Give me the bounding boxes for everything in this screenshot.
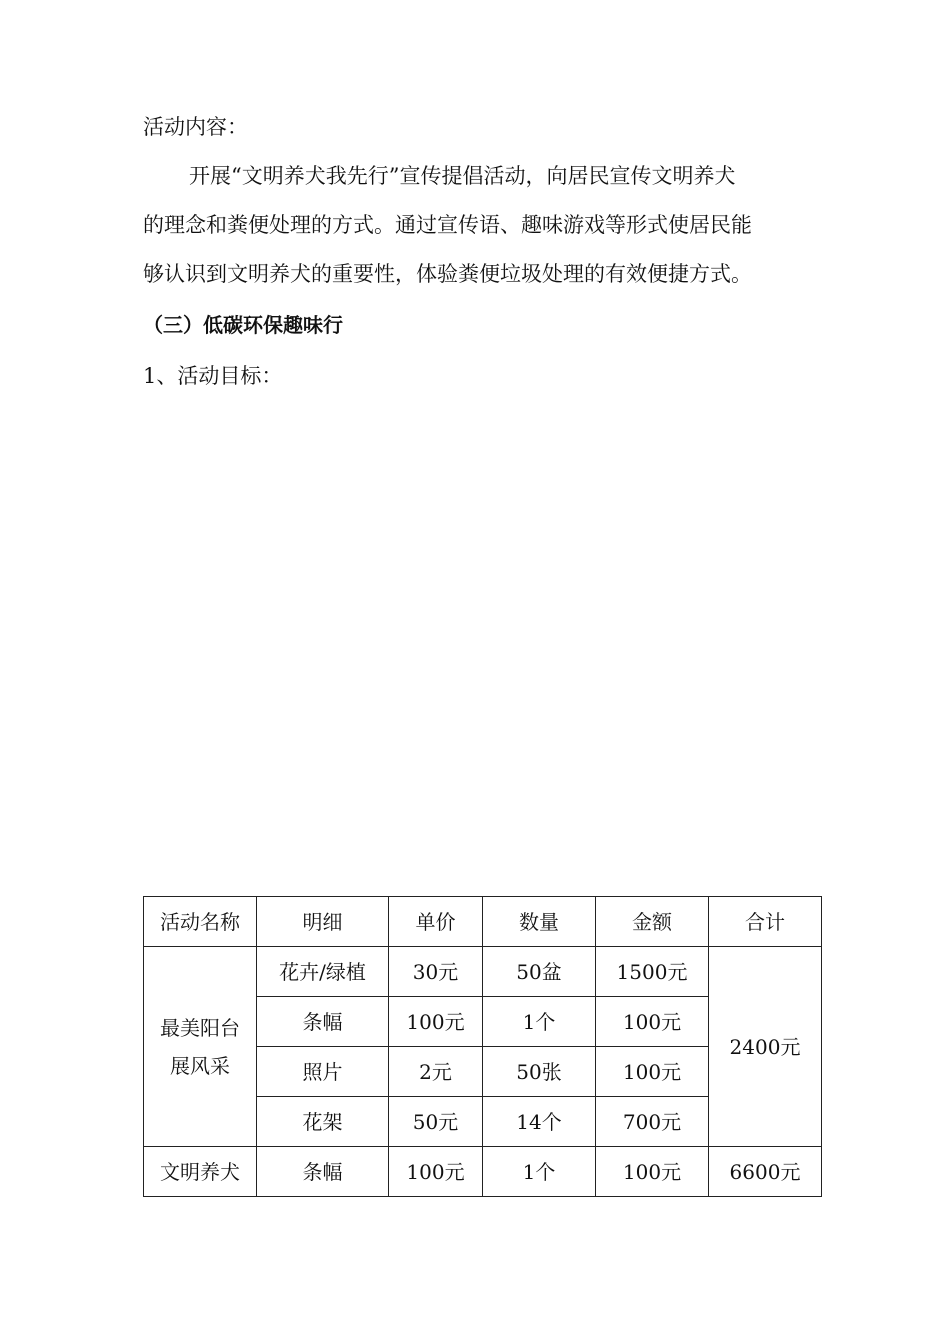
table-cell: 30元 <box>389 947 483 997</box>
section-heading: （三）低碳环保趣味行 <box>143 313 343 337</box>
table-cell: 14个 <box>483 1097 596 1147</box>
table-cell: 100元 <box>389 1147 483 1197</box>
total-cell: 6600元 <box>709 1147 822 1197</box>
table-cell: 50盆 <box>483 947 596 997</box>
table-cell: 条幅 <box>257 1147 389 1197</box>
table-cell: 100元 <box>596 1047 709 1097</box>
table-cell: 1个 <box>483 1147 596 1197</box>
table-cell: 花架 <box>257 1097 389 1147</box>
header-cell: 活动名称 <box>144 897 257 947</box>
table-row <box>144 1147 822 1197</box>
table-cell: 照片 <box>257 1047 389 1097</box>
table-cell: 1个 <box>483 997 596 1047</box>
table-cell: 100元 <box>389 997 483 1047</box>
budget-table <box>143 896 822 1197</box>
paragraph-line: 够认识到文明养犬的重要性，体验粪便垃圾处理的有效便捷方式。 <box>143 262 752 286</box>
subsection-heading: 1、活动目标： <box>143 364 283 388</box>
header-cell: 数量 <box>483 897 596 947</box>
section-label: 活动内容： <box>143 115 248 139</box>
table-cell: 50张 <box>483 1047 596 1097</box>
table-cell: 条幅 <box>257 997 389 1047</box>
table-cell: 100元 <box>596 997 709 1047</box>
header-cell: 明细 <box>257 897 389 947</box>
total-cell: 2400元 <box>709 947 822 1147</box>
table-cell: 1500元 <box>596 947 709 997</box>
paragraph-line: 开展“文明养犬我先行”宣传提倡活动，向居民宣传文明养犬 <box>189 164 736 188</box>
header-cell: 单价 <box>389 897 483 947</box>
activity-name-cell: 文明养犬 <box>144 1147 257 1197</box>
table-cell: 700元 <box>596 1097 709 1147</box>
table-cell: 50元 <box>389 1097 483 1147</box>
activity-name-cell <box>144 947 257 1147</box>
activity-name-line: 最美阳台 <box>160 1015 240 1040</box>
header-cell: 金额 <box>596 897 709 947</box>
table-cell: 2元 <box>389 1047 483 1097</box>
header-cell: 合计 <box>709 897 822 947</box>
table-row <box>144 947 822 997</box>
table-cell: 100元 <box>596 1147 709 1197</box>
table-cell: 花卉/绿植 <box>257 947 389 997</box>
table-header-row <box>144 897 822 947</box>
paragraph-line: 的理念和粪便处理的方式。通过宣传语、趣味游戏等形式使居民能 <box>143 213 752 237</box>
activity-name-line: 展风采 <box>170 1053 230 1078</box>
